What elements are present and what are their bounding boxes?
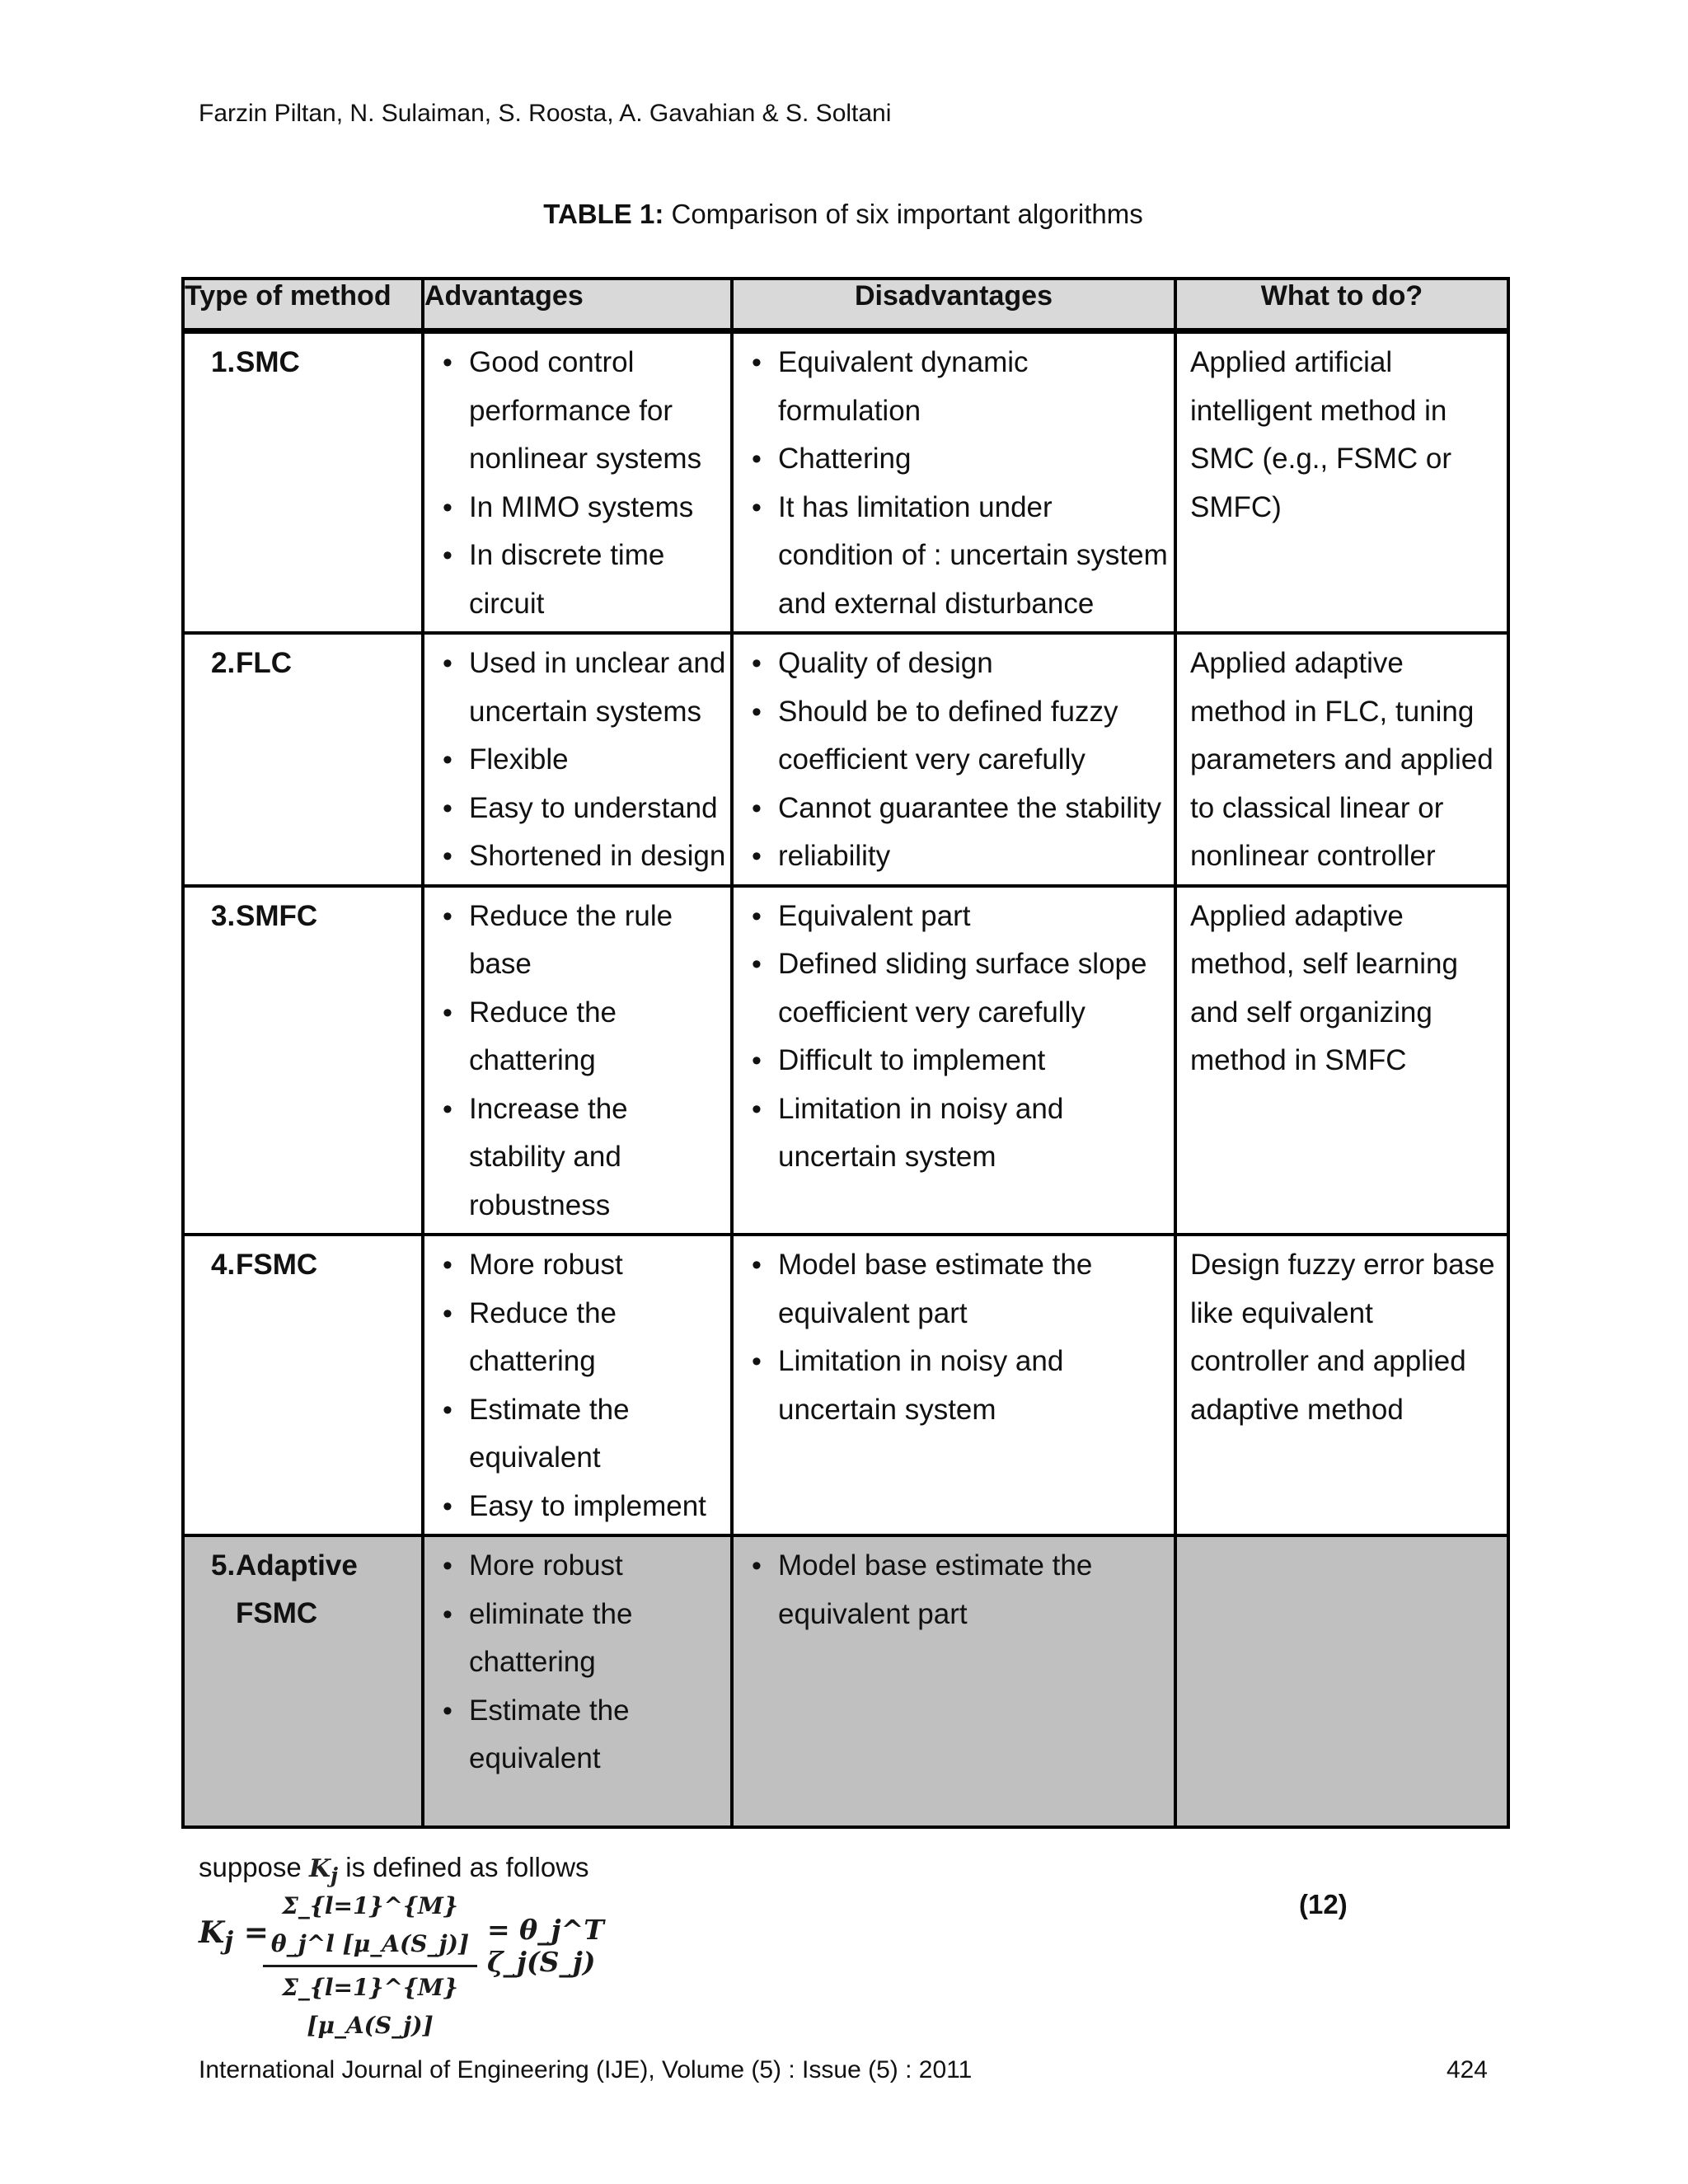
- method-number: 1.: [211, 346, 236, 378]
- disadvantages-cell: [732, 1235, 1175, 1535]
- method-number: 5.: [211, 1549, 236, 1582]
- what-to-do-cell: [1175, 331, 1508, 634]
- disadvantage-item: • Model base estimate the equivalent part: [748, 1241, 1174, 1338]
- page-footer: [199, 2054, 1488, 2087]
- disadvantage-item: • Should be to defined fuzzy coefficient very carefully: [748, 688, 1174, 785]
- disadvantage-item: • Limitation in noisy and uncertain system: [748, 1085, 1174, 1182]
- table-header-row: [183, 279, 1508, 331]
- disadvantage-item: • Chattering: [748, 435, 1174, 484]
- equation-rhs: = θ_j^T ζ_j(S_j): [487, 1914, 604, 1978]
- table-row: [183, 331, 1508, 634]
- method-cell: [183, 331, 423, 634]
- method-name: FLC: [236, 647, 293, 679]
- table-row: [183, 633, 1508, 886]
- disadvantages-cell: [732, 1535, 1175, 1827]
- kj-symbol-base: K: [308, 1854, 331, 1883]
- what-to-do-text: Applied adaptive method in FLC, tuning parameters and applied to classical linear or nonlinear controller: [1190, 647, 1493, 872]
- advantage-item: • Estimate the equivalent: [439, 1687, 730, 1783]
- advantage-item: • Easy to implement: [439, 1483, 730, 1531]
- table-row: [183, 886, 1508, 1235]
- table-caption-label: TABLE 1:: [543, 199, 664, 229]
- disadvantage-item: • reliability: [748, 832, 1174, 881]
- advantage-item: • Easy to understand: [439, 785, 730, 833]
- method-name: FSMC: [236, 1249, 318, 1281]
- disadvantage-item: • Equivalent dynamic formulation: [748, 339, 1174, 435]
- advantage-item: • In MIMO systems: [439, 484, 730, 532]
- header-disadvantages: Disadvantages: [732, 279, 1175, 331]
- kj-symbol: [308, 1854, 339, 1887]
- advantages-cell: [423, 633, 732, 886]
- disadvantage-item: • Quality of design: [748, 640, 1174, 688]
- what-to-do-cell: [1175, 1235, 1508, 1535]
- advantage-item: • Used in unclear and uncertain systems: [439, 640, 730, 736]
- advantage-item: • Flexible: [439, 736, 730, 785]
- method-name: SMC: [236, 346, 300, 378]
- method-number: 4.: [211, 1249, 236, 1281]
- method-cell: [183, 886, 423, 1235]
- advantages-cell: [423, 1235, 732, 1535]
- method-name: Adaptive: [236, 1549, 358, 1582]
- method-name: SMFC: [236, 899, 318, 932]
- what-to-do-cell: [1175, 886, 1508, 1235]
- what-to-do-text: Applied artificial intelligent method in SMC (e.g., FSMC or SMFC): [1190, 346, 1451, 523]
- suppose-before: suppose: [199, 1852, 309, 1882]
- equation-denominator: Σ_{l=1}^{M} [μ_A(S_j)]: [282, 1974, 458, 2039]
- advantages-cell: [423, 331, 732, 634]
- equation-number: (12): [1299, 1889, 1348, 1919]
- advantage-item: • Shortened in design: [439, 832, 730, 881]
- advantage-item: • Estimate the equivalent: [439, 1386, 730, 1483]
- disadvantages-cell: [732, 886, 1175, 1235]
- disadvantage-item: • Defined sliding surface slope coefficient very carefully: [748, 940, 1174, 1037]
- kj-symbol-subscript: j: [331, 1863, 339, 1887]
- disadvantage-item: • Difficult to implement: [748, 1037, 1174, 1085]
- advantage-item: • More robust: [439, 1542, 730, 1591]
- running-head: Farzin Piltan, N. Sulaiman, S. Roosta, A. Gavahian & S. Soltani: [199, 100, 892, 127]
- header-type-of-method: Type of method: [183, 279, 423, 331]
- equation-12: [199, 1887, 627, 2039]
- fraction-bar: [263, 1965, 477, 1967]
- advantage-item: • In discrete time circuit: [439, 532, 730, 628]
- comparison-table: [181, 277, 1510, 1829]
- method-cell: [183, 633, 423, 886]
- what-to-do-cell: [1175, 633, 1508, 886]
- equation-lhs-subscript: j: [224, 1927, 234, 1957]
- advantage-item: • More robust: [439, 1241, 730, 1290]
- table-row: [183, 1235, 1508, 1535]
- header-advantages: Advantages: [423, 279, 732, 331]
- equation-numerator: Σ_{l=1}^{M} θ_j^l [μ_A(S_j)]: [270, 1892, 470, 1957]
- table-caption-text: Comparison of six important algorithms: [663, 199, 1143, 229]
- advantage-item: • Increase the stability and robustness: [439, 1085, 730, 1230]
- disadvantage-item: • Cannot guarantee the stability: [748, 785, 1174, 833]
- advantages-cell: [423, 1535, 732, 1827]
- advantages-cell: [423, 886, 732, 1235]
- what-to-do-text: Design fuzzy error base like equivalent controller and applied adaptive method: [1190, 1249, 1495, 1426]
- what-to-do-text: [1177, 1537, 1507, 1542]
- equation-lhs: $K_j$ =: [199, 1915, 269, 1957]
- advantage-item: • eliminate the chattering: [439, 1591, 730, 1687]
- table-caption: [181, 196, 1505, 232]
- method-cell: [183, 1235, 423, 1535]
- what-to-do-text: Applied adaptive method, self learning and self organizing method in SMFC: [1190, 899, 1458, 1076]
- method-number: 2.: [211, 647, 236, 679]
- header-what-to-do: What to do?: [1175, 279, 1508, 331]
- disadvantage-item: • Equivalent part: [748, 893, 1174, 941]
- disadvantages-cell: [732, 331, 1175, 634]
- method-cell: [183, 1535, 423, 1827]
- table-row: [183, 1535, 1508, 1827]
- method-name-line2: FSMC: [236, 1597, 318, 1629]
- advantage-item: • Reduce the chattering: [439, 1290, 730, 1386]
- what-to-do-cell: [1175, 1535, 1508, 1827]
- advantage-item: • Good control performance for nonlinear systems: [439, 339, 730, 484]
- equation-lhs-base: K: [199, 1915, 225, 1950]
- page-number: 424: [1446, 2056, 1488, 2083]
- advantage-item: • Reduce the chattering: [439, 989, 730, 1085]
- disadvantage-item: • Limitation in noisy and uncertain system: [748, 1338, 1174, 1434]
- suppose-after: is defined as follows: [338, 1852, 589, 1882]
- advantage-item: • Reduce the rule base: [439, 893, 730, 989]
- method-number: 3.: [211, 899, 236, 932]
- journal-citation: International Journal of Engineering (IJE), Volume (5) : Issue (5) : 2011: [199, 2056, 973, 2083]
- disadvantage-item: • It has limitation under condition of : uncertain system and external disturbance: [748, 484, 1174, 629]
- equation-fraction: [263, 1887, 477, 2045]
- disadvantage-item: • Model base estimate the equivalent part: [748, 1542, 1174, 1638]
- disadvantages-cell: [732, 633, 1175, 886]
